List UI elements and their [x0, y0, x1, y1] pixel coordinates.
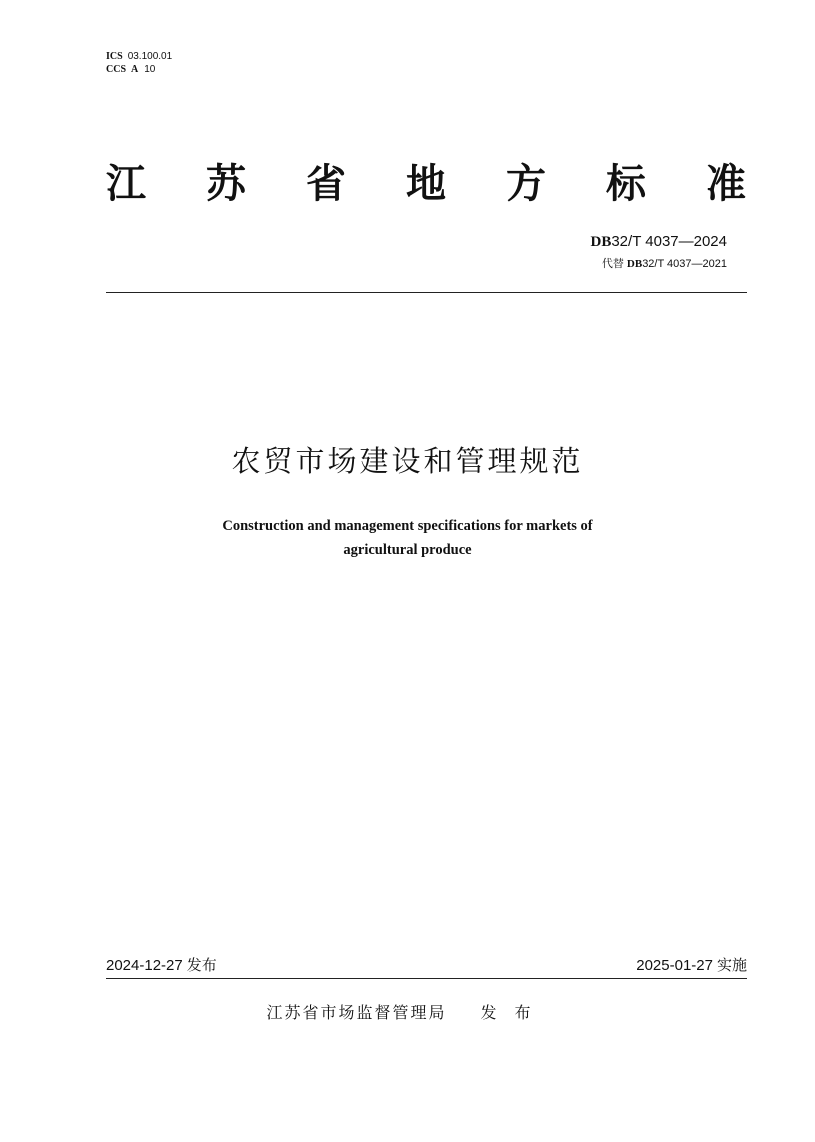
standard-type-char: 苏: [206, 161, 246, 207]
ccs-value: 10: [144, 64, 156, 75]
replaces-standard: [602, 257, 727, 271]
ics-code: [106, 50, 172, 63]
implementation-date: [636, 955, 747, 976]
standard-type-char: 省: [306, 161, 346, 207]
title-english-line-1: Construction and management specifications for markets of: [222, 518, 593, 534]
header-divider: [106, 292, 747, 293]
classification-codes: [106, 50, 172, 76]
standard-type-heading: [106, 160, 746, 208]
ics-label: ICS: [106, 51, 123, 62]
standard-number-prefix: DB: [590, 234, 612, 250]
standard-type-char: 准: [706, 161, 746, 207]
standard-number: [591, 232, 728, 251]
replaces-prefix: DB: [626, 258, 643, 270]
title-english-line-2: agricultural produce: [343, 542, 472, 558]
replaces-number: 32/T 4037—2021: [642, 258, 727, 270]
document-title-english: [0, 514, 815, 562]
standard-type-char: 江: [106, 161, 146, 207]
document-title-chinese: 农贸市场建设和管理规范: [231, 444, 584, 478]
issuing-authority: [0, 1002, 815, 1024]
issuer-action: 发布: [480, 1003, 549, 1022]
standard-type-char: 地: [406, 161, 446, 207]
release-date: [106, 955, 217, 976]
standard-type-char: 方: [506, 161, 546, 207]
ics-value: 03.100.01: [127, 51, 173, 62]
implementation-date-value: 2025-01-27: [636, 957, 713, 974]
release-date-value: 2024-12-27: [106, 957, 183, 974]
ccs-label: CCS: [106, 64, 127, 75]
footer-divider: [106, 978, 747, 979]
ccs-code: [106, 63, 172, 76]
standard-number-value: 32/T 4037—2024: [611, 233, 727, 250]
standard-type-char: 标: [606, 161, 646, 207]
release-action: 发布: [186, 956, 217, 974]
implementation-action: 实施: [716, 956, 747, 974]
replaces-label: 代替: [601, 257, 624, 270]
ccs-category: A: [131, 64, 139, 75]
issuer-organization: 江苏省市场监督管理局: [266, 1003, 447, 1022]
